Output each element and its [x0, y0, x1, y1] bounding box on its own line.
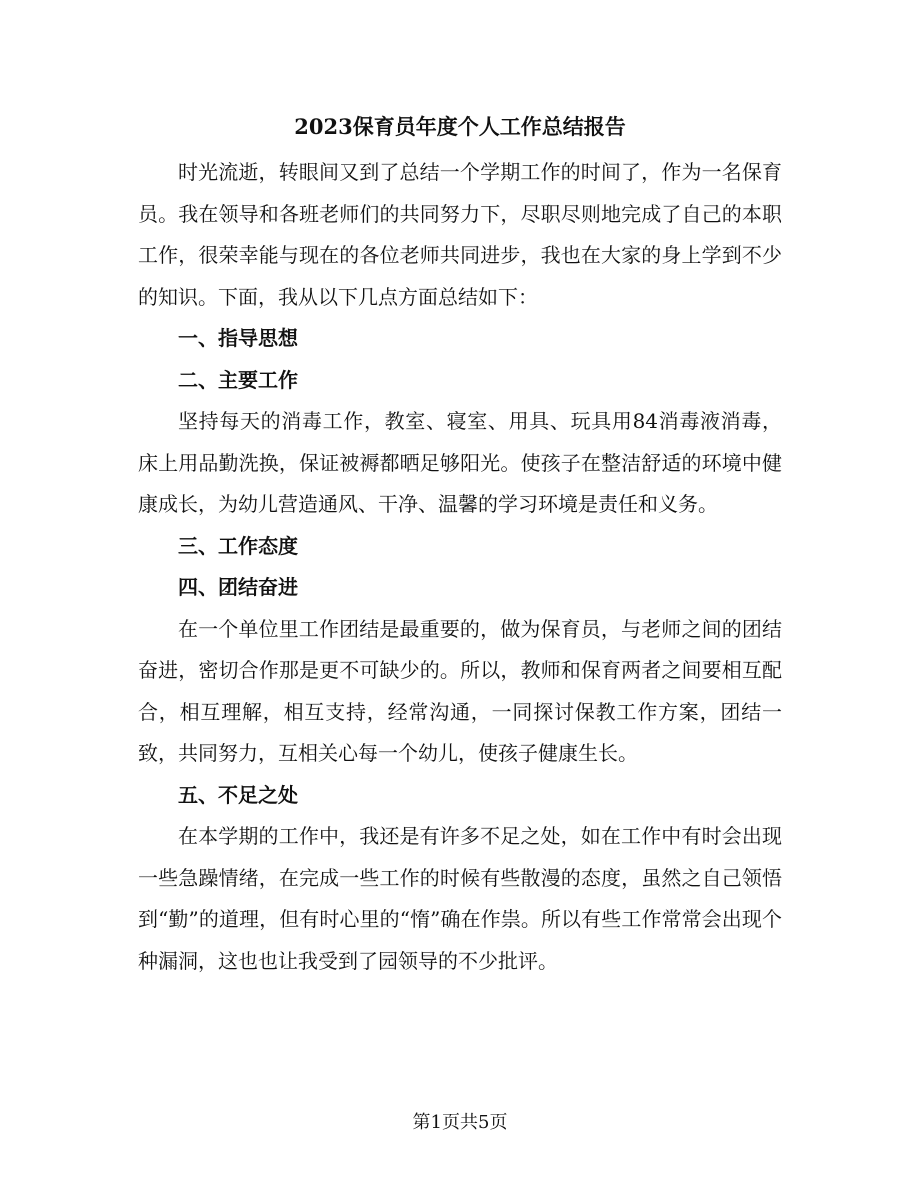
section-heading-guiding-ideology: 一、指导思想	[178, 326, 298, 350]
section-heading-work-attitude: 三、工作态度	[178, 533, 298, 558]
section-heading-shortcomings: 五、不足之处	[178, 782, 298, 807]
unity-paragraph: 在一个单位里工作团结是最重要的，做为保育员，与老师之间的团结奋进，密切合作那是更不可缺少的。所以，教师和保育两者之间要相互配合，相互理解，相互支持，经常沟通，一同探讨保教工作方案，团结一致，共同努力，互相关心每一个幼儿，使孩子健康生长。	[138, 616, 782, 765]
page-number-footer: 第1页共5页	[412, 1112, 508, 1133]
document-title: 2023保育员年度个人工作总结报告	[294, 114, 626, 139]
intro-paragraph: 时光流逝，转眼间又到了总结一个学期工作的时间了，作为一名保育员。我在领导和各班老师们的共同努力下，尽职尽则地完成了自己的本职工作，很荣幸能与现在的各位老师共同进步，我也在大家的身上学到不少的知识。下面，我从以下几点方面总结如下：	[138, 160, 782, 309]
document-body	[138, 152, 782, 982]
shortcomings-paragraph: 在本学期的工作中，我还是有许多不足之处，如在工作中有时会出现一些急躁情绪，在完成一些工作的时候有些散漫的态度，虽然之自己领悟到“勤”的道理，但有时心里的“惰”确在作祟。所以有些工作常常会出现个种漏洞，这也也让我受到了园领导的不少批评。	[138, 824, 782, 973]
main-work-paragraph: 坚持每天的消毒工作，教室、寝室、用具、玩具用84消毒液消毒，床上用品勤洗换，保证被褥都晒足够阳光。使孩子在整洁舒适的环境中健康成长，为幼儿营造通风、干净、温馨的学习环境是责任和义务。	[138, 409, 782, 516]
section-heading-unity: 四、团结奋进	[178, 575, 298, 599]
section-heading-main-work: 二、主要工作	[178, 367, 298, 392]
